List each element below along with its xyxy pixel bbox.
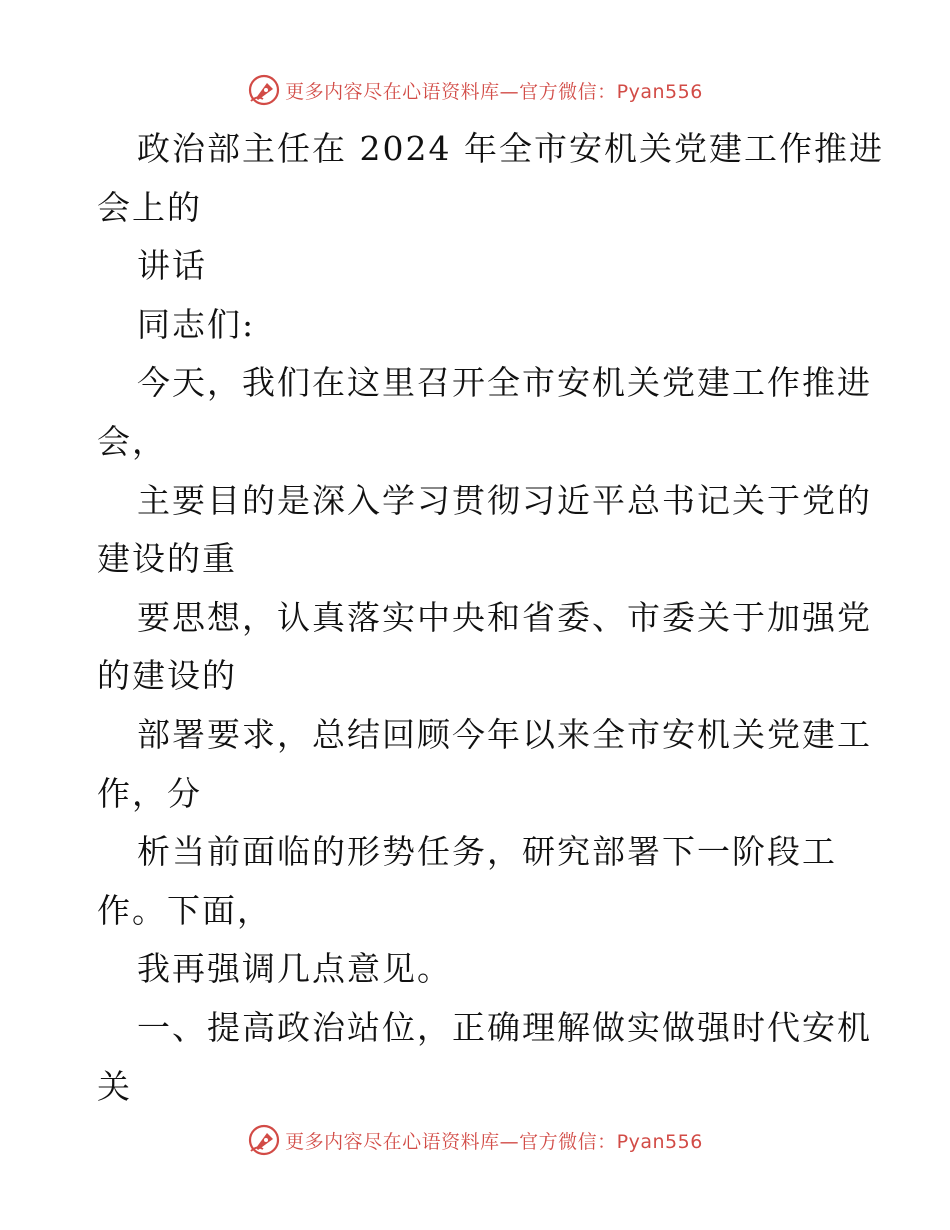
text-line: 的建设的 — [97, 656, 237, 696]
text-line: 今天，我们在这里召开全市安机关党建工作推进 — [137, 363, 872, 403]
text-line: 我再强调几点意见。 — [137, 949, 452, 989]
pen-nib-logo-icon — [247, 1123, 281, 1157]
salutation: 同志们: — [137, 304, 256, 344]
text-line: 会上的 — [97, 187, 202, 227]
header-watermark — [0, 70, 950, 110]
text-line: 主要目的是深入学习贯彻习近平总书记关于党的 — [137, 480, 872, 520]
text-line: 讲话 — [137, 246, 207, 286]
document-body — [97, 120, 884, 1116]
text-line: 政治部主任在 2024 年全市安机关党建工作推进 — [137, 129, 884, 168]
text-line: 建设的重 — [97, 539, 237, 579]
text-line: 析当前面临的形势任务，研究部署下一阶段工 — [137, 832, 837, 872]
text-line: 部署要求，总结回顾今年以来全市安机关党建工 — [137, 714, 872, 754]
section-heading: 一、提高政治站位，正确理解做实做强时代安机 — [137, 1007, 872, 1047]
text-line: 会， — [97, 421, 167, 461]
watermark-text: 更多内容尽在心语资料库—官方微信：Pyan556 — [285, 80, 703, 103]
text-line: 要思想，认真落实中央和省委、市委关于加强党 — [137, 597, 872, 637]
pen-nib-logo-icon — [247, 73, 281, 107]
watermark-text: 更多内容尽在心语资料库—官方微信：Pyan556 — [285, 1130, 703, 1153]
footer-watermark — [0, 1120, 950, 1160]
text-line: 关 — [97, 1066, 132, 1106]
text-line: 作，分 — [97, 773, 202, 813]
text-line: 作。下面， — [97, 890, 272, 930]
